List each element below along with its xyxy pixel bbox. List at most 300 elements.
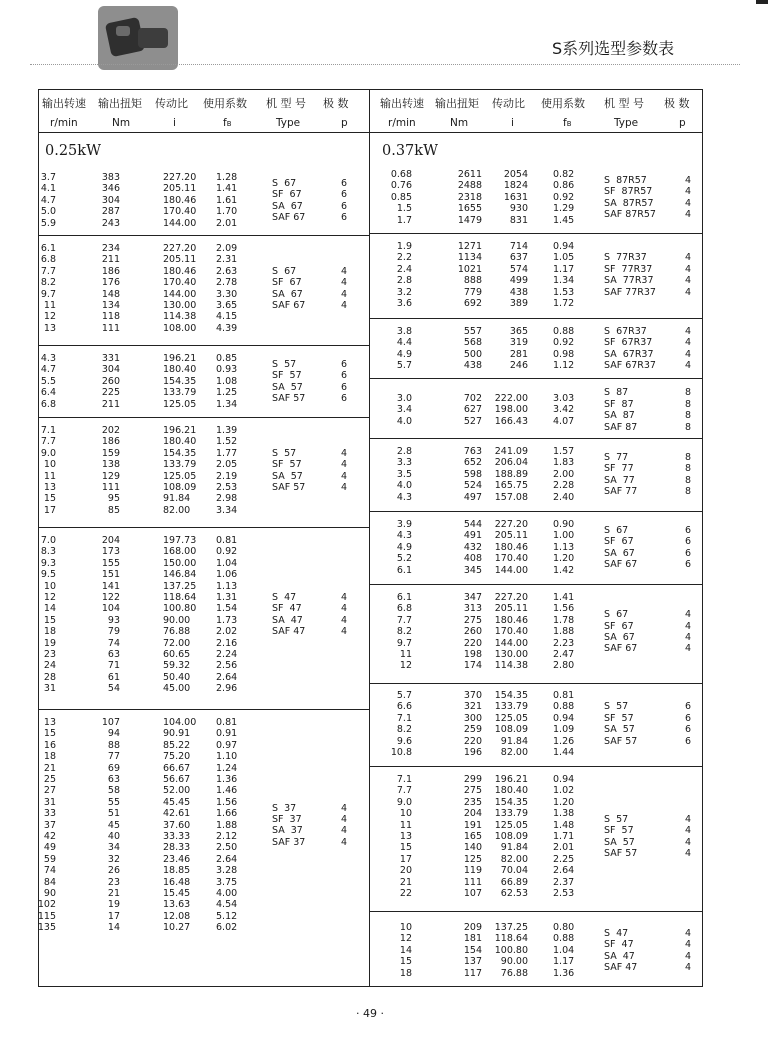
ratio: 66.67: [163, 762, 191, 774]
service-factor: 1.39: [216, 425, 238, 436]
service-factor: 0.92: [553, 191, 575, 203]
pole-count: 6: [340, 381, 347, 393]
output-torque: 557: [463, 326, 482, 337]
output-torque: 408: [463, 553, 482, 565]
output-torque: 370: [463, 690, 482, 701]
ratio: 82.00: [500, 853, 528, 865]
output-torque: 275: [463, 614, 482, 626]
output-torque: 77: [107, 751, 120, 763]
model-type: SF 87: [604, 398, 634, 410]
header-unit: r/min: [388, 117, 416, 129]
pole-count: 8: [684, 463, 691, 475]
service-factor: 4.54: [216, 899, 238, 911]
output-speed: 4.9: [396, 348, 412, 360]
header-unit: Nm: [112, 117, 131, 129]
output-speed: 9.0: [396, 796, 412, 808]
header-rule: [369, 132, 703, 133]
pole-count: 6: [684, 701, 691, 713]
output-torque: 1021: [457, 263, 482, 275]
output-torque: 140: [463, 842, 482, 854]
output-speed: 9.0: [40, 447, 56, 459]
ratio: 133.79: [494, 701, 528, 713]
output-speed: 4.3: [396, 530, 412, 542]
header-unit: p: [679, 117, 686, 129]
service-factor: 2.40: [553, 491, 575, 503]
output-speed: 7.7: [396, 614, 412, 626]
output-torque: 122: [101, 592, 120, 603]
service-factor: 1.29: [553, 203, 575, 215]
page-title: S系列选型参数表: [552, 39, 675, 58]
output-speed: 4.7: [40, 364, 56, 376]
group-divider: [38, 235, 369, 236]
service-factor: 1.41: [216, 183, 238, 195]
output-speed: 49: [43, 842, 56, 854]
output-speed: 28: [43, 671, 56, 683]
ratio: 2054: [503, 169, 528, 180]
output-torque: 125: [463, 853, 482, 865]
model-type: S 67: [604, 524, 629, 536]
header-zh: 使用系数: [203, 97, 247, 110]
pole-count: 4: [340, 626, 347, 638]
ratio: 144.00: [494, 637, 528, 649]
output-torque: 26: [107, 865, 120, 877]
pole-count: 6: [340, 392, 347, 404]
ratio: 180.40: [494, 785, 528, 797]
output-speed: 20: [399, 865, 412, 877]
output-torque: 104: [101, 603, 120, 615]
output-speed: 3.4: [396, 404, 412, 416]
output-speed: 9.6: [396, 735, 412, 747]
output-torque: 55: [107, 796, 120, 808]
service-factor: 1.26: [553, 735, 575, 747]
output-speed: 5.7: [396, 690, 412, 701]
model-type: SA 37: [272, 825, 303, 837]
output-torque: 17: [107, 910, 120, 922]
ratio: 118.64: [163, 592, 197, 603]
ratio: 157.08: [494, 491, 528, 503]
service-factor: 3.42: [553, 404, 575, 416]
service-factor: 2.09: [216, 243, 238, 254]
output-speed: 10: [43, 459, 56, 471]
ratio: 227.20: [494, 519, 528, 530]
output-torque: 137: [463, 956, 482, 968]
service-factor: 4.39: [216, 322, 238, 334]
service-factor: 1.41: [553, 592, 575, 603]
ratio: 108.09: [494, 724, 528, 736]
output-torque: 94: [107, 728, 120, 740]
output-torque: 347: [463, 592, 482, 603]
output-speed: 0.76: [390, 180, 412, 192]
model-type: SA 67: [604, 547, 635, 559]
model-type: SA 57: [272, 381, 303, 393]
ratio: 144.00: [494, 564, 528, 576]
output-torque: 204: [101, 535, 120, 546]
output-speed: 13: [43, 482, 56, 493]
output-torque: 321: [463, 701, 482, 713]
service-factor: 0.94: [553, 712, 575, 724]
service-factor: 2.50: [216, 842, 238, 854]
output-speed: 3.5: [396, 468, 412, 480]
output-torque: 93: [107, 614, 120, 626]
model-type: SAF 57: [272, 482, 306, 493]
model-type: SAF 87: [604, 421, 638, 433]
output-torque: 627: [463, 404, 482, 416]
model-type: SA 57: [272, 470, 303, 482]
output-torque: 148: [101, 288, 120, 300]
service-factor: 0.91: [216, 728, 238, 740]
service-factor: 3.75: [216, 876, 238, 888]
ratio: 133.79: [163, 459, 197, 471]
model-type: SA 57: [604, 836, 635, 848]
output-speed: 7.1: [396, 712, 412, 724]
model-type: S 57: [604, 701, 629, 713]
service-factor: 0.92: [553, 337, 575, 349]
gear-motor-photo: [98, 6, 178, 70]
output-torque: 209: [463, 922, 482, 933]
service-factor: 0.82: [553, 169, 575, 180]
ratio: 144.00: [163, 217, 197, 229]
service-factor: 0.81: [216, 717, 238, 728]
output-torque: 155: [101, 557, 120, 569]
group-divider: [369, 511, 703, 512]
service-factor: 1.88: [216, 819, 238, 831]
group-divider: [369, 911, 703, 912]
output-torque: 568: [463, 337, 482, 349]
pole-count: 4: [684, 197, 691, 209]
output-speed: 90: [43, 888, 56, 899]
output-torque: 196: [463, 747, 482, 758]
pole-count: 8: [684, 398, 691, 410]
service-factor: 2.02: [216, 626, 238, 638]
service-factor: 1.08: [216, 375, 238, 387]
pole-count: 4: [684, 643, 691, 655]
output-torque: 134: [101, 300, 120, 311]
model-type: SF 47: [604, 939, 634, 951]
service-factor: 1.77: [216, 447, 238, 459]
header-zh: 输出扭矩: [98, 97, 142, 110]
output-torque: 174: [463, 660, 482, 672]
service-factor: 2.98: [216, 493, 238, 505]
ratio: 170.40: [494, 626, 528, 638]
output-speed: 7.7: [40, 436, 56, 448]
output-speed: 135: [37, 922, 56, 934]
ratio: 37.60: [163, 819, 191, 831]
output-torque: 544: [463, 519, 482, 530]
service-factor: 1.38: [553, 808, 575, 820]
output-speed: 9.3: [40, 557, 56, 569]
service-factor: 1.31: [216, 592, 238, 603]
output-torque: 243: [101, 217, 120, 229]
model-type: SAF 37: [272, 836, 306, 848]
output-speed: 3.9: [396, 519, 412, 530]
ratio: 133.79: [163, 387, 197, 399]
output-speed: 11: [43, 300, 56, 311]
output-speed: 14: [399, 944, 412, 956]
output-speed: 18: [43, 626, 56, 638]
ratio: 146.84: [163, 569, 197, 581]
ratio: 125.05: [494, 712, 528, 724]
output-torque: 346: [101, 183, 120, 195]
header-unit: r/min: [50, 117, 78, 129]
service-factor: 1.61: [216, 194, 238, 206]
output-torque: 51: [107, 808, 120, 820]
model-type: SAF 57: [604, 848, 638, 860]
ratio: 70.04: [500, 865, 528, 877]
output-speed: 6.6: [396, 701, 412, 713]
output-torque: 34: [107, 842, 120, 854]
output-torque: 2318: [457, 191, 482, 203]
output-speed: 7.7: [40, 265, 56, 277]
service-factor: 1.48: [553, 819, 575, 831]
service-factor: 0.98: [553, 348, 575, 360]
ratio: 104.00: [163, 717, 197, 728]
output-torque: 173: [101, 546, 120, 558]
output-speed: 15: [399, 956, 412, 968]
ratio: 180.40: [163, 436, 197, 448]
service-factor: 2.23: [553, 637, 575, 649]
pole-count: 6: [684, 735, 691, 747]
pole-count: 8: [684, 474, 691, 486]
service-factor: 0.85: [216, 353, 238, 364]
service-factor: 1.17: [553, 263, 575, 275]
output-speed: 84: [43, 876, 56, 888]
header-unit: Nm: [450, 117, 469, 129]
service-factor: 3.28: [216, 865, 238, 877]
output-speed: 23: [43, 649, 56, 660]
pole-count: 8: [684, 387, 691, 399]
output-torque: 211: [101, 254, 120, 266]
model-type: SF 57: [272, 370, 302, 382]
power-heading: 0.37kW: [382, 143, 438, 159]
model-type: S 37: [272, 802, 297, 814]
group-divider: [369, 318, 703, 319]
ratio: 180.46: [163, 194, 197, 206]
ratio: 154.35: [163, 447, 197, 459]
ratio: 16.48: [163, 876, 191, 888]
service-factor: 1.04: [553, 944, 575, 956]
pole-count: 4: [684, 927, 691, 939]
service-factor: 1.34: [553, 275, 575, 287]
pole-count: 4: [684, 186, 691, 198]
pole-count: 4: [340, 813, 347, 825]
pole-count: 4: [340, 470, 347, 482]
model-type: SA 67: [604, 631, 635, 643]
output-torque: 32: [107, 853, 120, 865]
output-speed: 18: [399, 967, 412, 979]
service-factor: 0.88: [553, 933, 575, 945]
output-torque: 138: [101, 459, 120, 471]
model-type: SF 57: [272, 459, 302, 471]
service-factor: 3.03: [553, 393, 575, 404]
group-divider: [369, 233, 703, 234]
output-speed: 17: [399, 853, 412, 865]
ratio: 90.00: [500, 956, 528, 968]
ratio: 180.46: [494, 614, 528, 626]
ratio: 281: [509, 348, 528, 360]
model-type: SF 67: [604, 536, 634, 548]
header-unit: Type: [614, 117, 639, 129]
output-speed: 3.6: [396, 298, 412, 309]
header-zh: 传动比: [155, 97, 188, 110]
model-type: SF 47: [272, 603, 302, 615]
ratio: 137.25: [494, 922, 528, 933]
output-torque: 186: [101, 436, 120, 448]
pole-count: 4: [684, 252, 691, 264]
output-speed: 6.8: [40, 254, 56, 266]
header-zh: 输出扭矩: [435, 97, 479, 110]
ratio: 76.88: [163, 626, 191, 638]
pole-count: 6: [340, 370, 347, 382]
service-factor: 0.86: [553, 180, 575, 192]
service-factor: 0.93: [216, 364, 238, 376]
pole-count: 4: [684, 825, 691, 837]
service-factor: 2.16: [216, 637, 238, 649]
model-type: SAF 77R37: [604, 286, 656, 298]
output-torque: 117: [463, 967, 482, 979]
model-type: SA 67: [272, 288, 303, 300]
model-type: SAF 57: [272, 392, 306, 404]
ratio: 118.64: [494, 933, 528, 945]
pole-count: 4: [684, 326, 691, 337]
service-factor: 2.56: [216, 660, 238, 672]
output-torque: 497: [463, 491, 482, 503]
service-factor: 2.53: [216, 482, 238, 493]
model-type: S 47: [604, 927, 629, 939]
output-speed: 4.4: [396, 337, 412, 349]
ratio: 130.00: [494, 649, 528, 660]
service-factor: 1.20: [553, 796, 575, 808]
output-speed: 7.1: [40, 425, 56, 436]
output-speed: 4.3: [396, 491, 412, 503]
service-factor: 1.53: [553, 286, 575, 298]
model-type: S 87R57: [604, 174, 647, 186]
output-torque: 19: [107, 899, 120, 911]
ratio: 133.79: [494, 808, 528, 820]
pole-count: 4: [684, 939, 691, 951]
pole-count: 6: [340, 200, 347, 212]
output-speed: 3.7: [40, 172, 56, 183]
model-type: SF 67: [272, 189, 302, 201]
output-torque: 141: [101, 580, 120, 592]
model-type: S 67: [272, 177, 297, 189]
ratio: 130.00: [163, 300, 197, 311]
output-speed: 24: [43, 660, 56, 672]
service-factor: 2.78: [216, 277, 238, 289]
service-factor: 1.70: [216, 206, 238, 218]
ratio: 90.00: [163, 614, 191, 626]
output-speed: 2.8: [396, 446, 412, 457]
output-torque: 692: [463, 298, 482, 309]
service-factor: 2.80: [553, 660, 575, 672]
pole-count: 4: [340, 277, 347, 289]
output-speed: 4.1: [40, 183, 56, 195]
pole-count: 8: [684, 451, 691, 463]
ratio: 150.00: [163, 557, 197, 569]
service-factor: 1.13: [216, 580, 238, 592]
output-speed: 10: [43, 580, 56, 592]
output-speed: 102: [37, 899, 56, 911]
ratio: 205.11: [163, 183, 197, 195]
output-speed: 4.0: [396, 480, 412, 492]
output-speed: 15: [43, 728, 56, 740]
header-unit: Type: [276, 117, 301, 129]
group-divider: [369, 438, 703, 439]
ratio: 499: [509, 275, 528, 287]
ratio: 180.46: [163, 265, 197, 277]
output-speed: 12: [399, 660, 412, 672]
output-speed: 74: [43, 865, 56, 877]
ratio: 52.00: [163, 785, 191, 797]
service-factor: 5.12: [216, 910, 238, 922]
header-zh: 使用系数: [541, 97, 585, 110]
output-torque: 211: [101, 398, 120, 410]
ratio: 62.53: [500, 888, 528, 899]
service-factor: 2.01: [216, 217, 238, 229]
pole-count: 4: [684, 620, 691, 632]
service-factor: 1.66: [216, 808, 238, 820]
ratio: 222.00: [494, 393, 528, 404]
ratio: 170.40: [163, 206, 197, 218]
pole-count: 4: [684, 360, 691, 372]
model-type: SAF 67: [604, 643, 638, 655]
ratio: 28.33: [163, 842, 191, 854]
header-zh: 传动比: [492, 97, 525, 110]
output-speed: 21: [43, 762, 56, 774]
ratio: 154.35: [494, 796, 528, 808]
ratio: 196.21: [163, 425, 197, 436]
output-torque: 220: [463, 637, 482, 649]
ratio: 319: [509, 337, 528, 349]
pole-count: 4: [340, 836, 347, 848]
output-torque: 129: [101, 470, 120, 482]
ratio: 227.20: [163, 172, 197, 183]
output-torque: 118: [101, 311, 120, 323]
output-torque: 888: [463, 275, 482, 287]
ratio: 100.80: [163, 603, 197, 615]
output-speed: 17: [43, 504, 56, 516]
service-factor: 2.64: [553, 865, 575, 877]
model-type: S 57: [604, 813, 629, 825]
output-speed: 4.7: [40, 194, 56, 206]
power-heading: 0.25kW: [45, 143, 101, 159]
pole-count: 6: [684, 712, 691, 724]
model-type: SA 77R37: [604, 275, 654, 287]
output-speed: 6.8: [396, 603, 412, 615]
ratio: 100.80: [494, 944, 528, 956]
ratio: 91.84: [163, 493, 191, 505]
service-factor: 0.81: [216, 535, 238, 546]
service-factor: 1.13: [553, 541, 575, 553]
model-type: SAF 77: [604, 485, 638, 497]
service-factor: 1.28: [216, 172, 238, 183]
output-speed: 4.3: [40, 353, 56, 364]
ratio: 574: [509, 263, 528, 275]
output-torque: 260: [463, 626, 482, 638]
header-unit: i: [173, 117, 176, 129]
group-divider: [38, 709, 369, 710]
ratio: 144.00: [163, 288, 197, 300]
output-speed: 15: [43, 614, 56, 626]
ratio: 90.91: [163, 728, 191, 740]
model-type: SAF 67: [604, 558, 638, 570]
output-speed: 1.7: [396, 214, 412, 226]
service-factor: 2.00: [553, 468, 575, 480]
service-factor: 1.02: [553, 785, 575, 797]
pole-count: 6: [340, 177, 347, 189]
model-type: SA 87: [604, 410, 635, 422]
output-speed: 27: [43, 785, 56, 797]
output-speed: 31: [43, 683, 56, 695]
